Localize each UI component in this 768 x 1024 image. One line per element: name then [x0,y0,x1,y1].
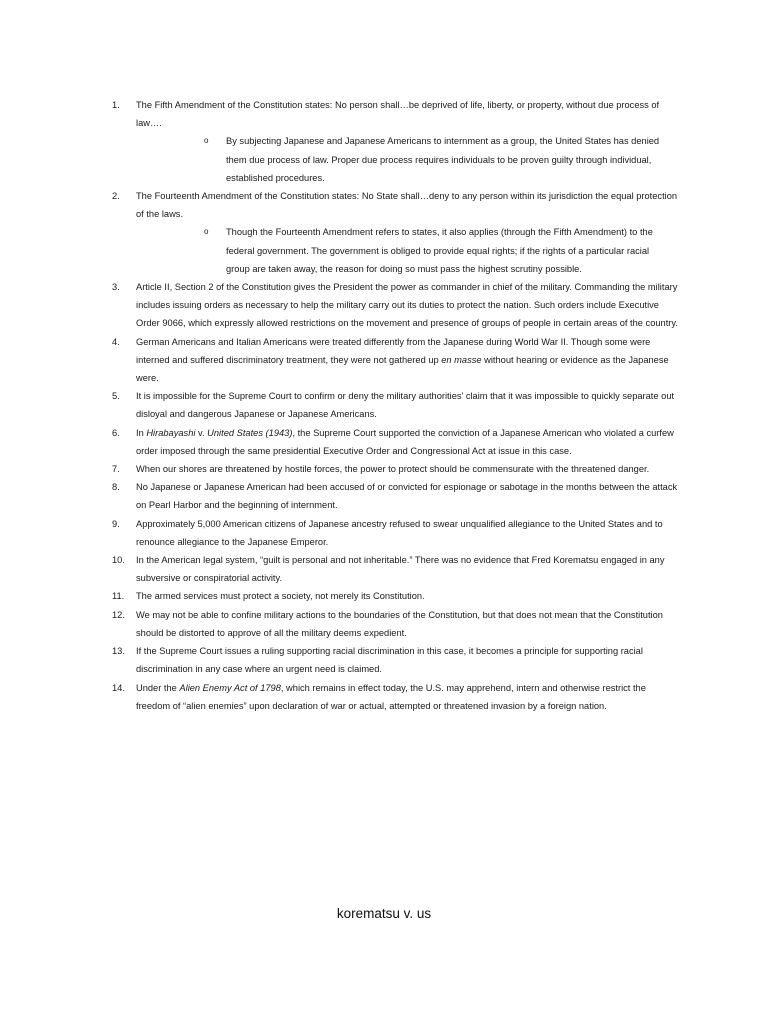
sub-list-item [204,223,682,278]
item-number: 6. [112,427,120,438]
item-number: 10. [112,555,125,566]
item-number: 12. [112,609,125,620]
list-item [112,424,682,460]
list-item [112,460,682,478]
list-item [112,478,682,514]
act-name-italic: Alien Enemy Act of 1798 [179,682,281,693]
footer-caption: korematsu v. us [336,906,432,921]
list-item [112,587,682,605]
sub-list-item [204,132,682,187]
case-name-italic: United States (1943) [207,427,293,438]
sub-item-text: By subjecting Japanese and Japanese Americans to internment as a group, the United States has denied them due process of law. Proper due process requires individuals to be proven guilty through individual, established procedures. [226,136,660,183]
item-text: The armed services must protect a society, not merely its Constitution. [136,591,425,602]
item-text: The Fifth Amendment of the Constitution states: No person shall…be deprived of life, liberty, or property, without due process of law…. [136,100,660,129]
list-item [112,642,682,678]
sub-list [136,132,682,187]
item-number: 5. [112,391,120,402]
list-item [112,187,682,278]
list-item [112,333,682,388]
item-text-part: v. [195,427,208,438]
item-number: 1. [112,100,120,110]
list-item [112,679,682,715]
bullet-icon: o [204,136,209,146]
item-text: Article II, Section 2 of the Constitution gives the President the power as commander in chief of the military. Commanding the military includes issuing orders as necessary to help the military carry out its duties to protect the nation. Such orders include Executive Order 9066, which expressly allowed restrictions on the movement and presence of groups of people in certain areas of the country. [136,282,678,329]
item-number: 8. [112,482,120,493]
item-text: If the Supreme Court issues a ruling supporting racial discrimination in this case, it becomes a principle for supporting racial discrimination in any case where an urgent need is claimed. [136,646,643,675]
item-number: 13. [112,646,125,657]
sub-item-text: Though the Fourteenth Amendment refers to states, it also applies (through the Fifth Amendment) to the federal government. The government is obliged to provide equal rights; if the rights of a particular racial group are taken away, the reason for doing so must pass the highest scrutiny possible. [226,227,653,274]
item-number: 14. [112,682,125,693]
item-text: The Fourteenth Amendment of the Constitution states: No State shall…deny to any person within its jurisdiction the equal protection of the laws. [136,191,678,220]
item-number: 9. [112,518,120,529]
item-number: 4. [112,336,120,347]
list-item [112,96,682,187]
item-number: 2. [112,191,120,202]
item-text-part: Under the [136,682,180,693]
item-number: 7. [112,464,120,475]
arguments-list [112,96,682,715]
list-item [112,606,682,642]
item-text-part: , which remains in effect today, the U.S. may apprehend, intern and otherwise restrict the freedom of “alien enemies” upon declaration of war or actual, attempted or threatened invasion by a foreign nation. [136,682,646,711]
item-text-part: In [136,427,147,438]
item-text: Approximately 5,000 American citizens of Japanese ancestry refused to swear unqualified allegiance to the United States and to renounce allegiance to the Japanese Emperor. [136,518,663,547]
list-item [112,551,682,587]
item-number: 11. [112,591,125,602]
list-item [112,387,682,423]
bullet-icon: o [204,227,209,237]
list-item [112,515,682,551]
item-text-part: , the Supreme Court supported the conviction of a Japanese American who violated a curfew order imposed through the same presidential Executive Order and Congressional Act at issue in this case. [136,427,674,456]
item-number: 3. [112,282,120,293]
item-text-part: without hearing or evidence as the Japanese were. [136,354,669,384]
item-text: We may not be able to confine military actions to the boundaries of the Constitution, but that does not mean that the Constitution should be distorted to approve of all the military deems expedient. [136,609,663,638]
item-text: In the American legal system, “guilt is personal and not inheritable.” There was no evidence that Fred Korematsu engaged in any subversive or conspiratorial activity. [136,555,665,584]
case-name-italic: Hirabayashi [146,427,196,438]
item-text: It is impossible for the Supreme Court to confirm or deny the military authorities’ claim that it was impossible to quickly separate out disloyal and dangerous Japanese or Japanese Americans. [136,391,675,420]
sub-list [136,223,682,278]
item-text: No Japanese or Japanese American had been accused of or convicted for espionage or sabotage in the months between the attack on Pearl Harbor and the beginning of internment. [136,482,678,511]
list-item [112,278,682,333]
italic-term: en masse [441,354,482,365]
item-text-part: German Americans and Italian Americans were treated differently from the Japanese during World War II. Though some were interned and suffered discriminatory treatment, they were not gathered up [136,336,651,365]
item-text: When our shores are threatened by hostile forces, the power to protect should be commensurate with the threatened danger. [136,464,650,475]
